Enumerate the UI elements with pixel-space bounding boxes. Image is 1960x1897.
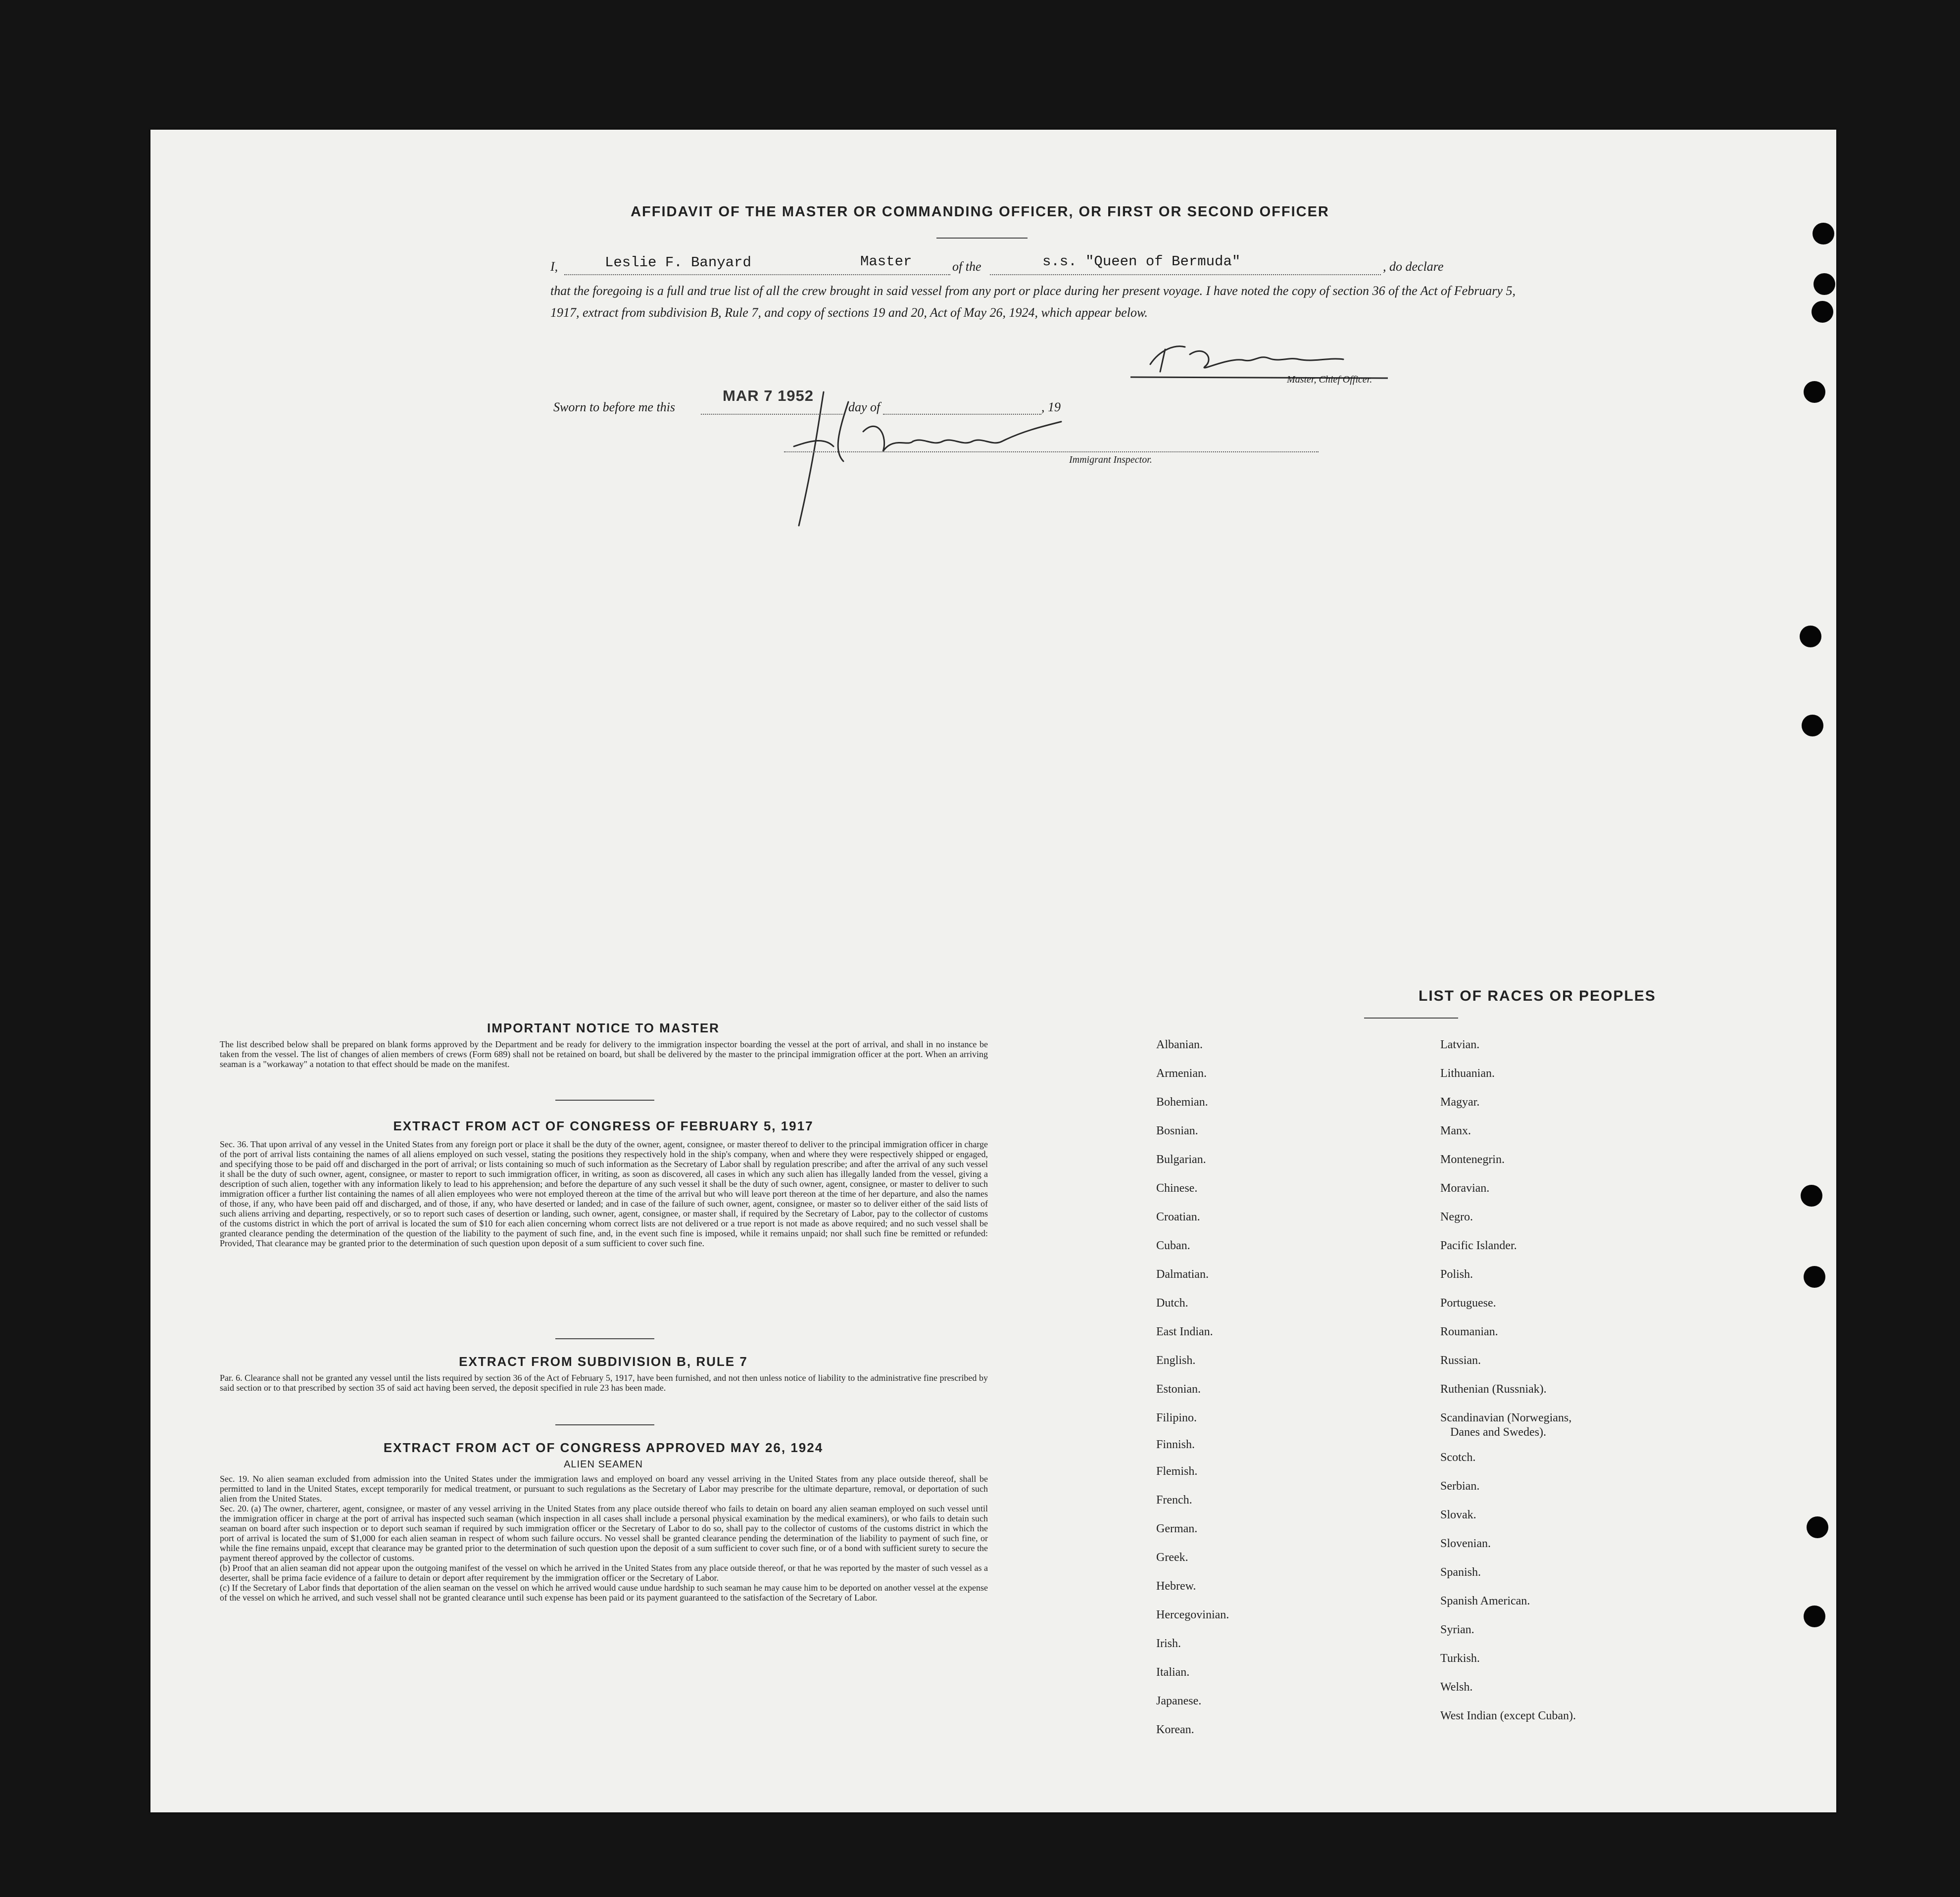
race-item: Scandinavian (Norwegians, — [1440, 1411, 1572, 1424]
sworn-label: Sworn to before me this — [553, 400, 676, 414]
race-item: Croatian. — [1156, 1211, 1200, 1223]
punch-hole — [1804, 381, 1825, 403]
rank-field[interactable]: Master — [860, 253, 912, 270]
race-item: Japanese. — [1156, 1695, 1202, 1707]
notice-text: The list described below shall be prepared on blank forms approved by the Department and be ready for delivery to the immigration inspector boarding the vessel at the port of arrival, and shall in no instance be taken from the vessel. The list of changes of alien members of crews (Form 689) shall not be retained on board, but shall be delivered by the master to the principal immigration officer at the port. When an arriving seaman is a "workaway" a notation to that effect should be made on the manifest. — [220, 1039, 988, 1069]
races-divider — [1364, 1018, 1458, 1019]
race-item: Chinese. — [1156, 1182, 1198, 1195]
race-item: Hercegovinian. — [1156, 1608, 1229, 1621]
notice-heading: IMPORTANT NOTICE TO MASTER — [487, 1021, 720, 1035]
race-item: Armenian. — [1156, 1067, 1207, 1080]
race-item: Portuguese. — [1440, 1297, 1496, 1310]
day-of-label: day of — [848, 400, 881, 414]
race-item: East Indian. — [1156, 1325, 1213, 1338]
race-item: Montenegrin. — [1440, 1153, 1505, 1166]
declaration-body: that the foregoing is a full and true list of all the crew brought in said vessel from any port or place during her present voyage. I have noted the copy of section 36 of the Act of February 5, 1917, extract from subdivision B, Rule 7, and copy of sections 19 and 20, Act of May 26, 1924, which appear below. — [550, 284, 1516, 320]
race-item: Spanish American. — [1440, 1595, 1530, 1607]
rule7-heading: EXTRACT FROM SUBDIVISION B, RULE 7 — [459, 1354, 748, 1369]
punch-hole — [1813, 273, 1835, 295]
race-item: Korean. — [1156, 1723, 1194, 1736]
race-item: Scotch. — [1440, 1451, 1476, 1464]
master-signature-caption: Master, Chief Officer. — [1287, 374, 1372, 385]
race-item: Magyar. — [1440, 1096, 1480, 1109]
race-item: Filipino. — [1156, 1411, 1197, 1424]
affidavit-title: AFFIDAVIT OF THE MASTER OR COMMANDING OFFICER, OR FIRST OR SECOND OFFICER — [631, 204, 1329, 220]
rule7-text: Par. 6. Clearance shall not be granted any vessel until the lists required by section 36 of the Act of February 5, 1917, have been furnished, and not then unless notice of liability to the administrative fine prescribed by said section or to that prescribed by section 35 of said act having been served, the deposit specified in rule 23 has been made. — [220, 1373, 988, 1393]
race-item: Dalmatian. — [1156, 1268, 1209, 1281]
section-20b-text: (b) Proof that an alien seaman did not appear upon the outgoing manifest of the vessel on which he arrived in the United States from any place outside thereof, or that he was reported by the master of such vessel as a deserter, shall be prima facie evidence of a failure to detain or deport after requirement by the immigration officer or the Secretary of Labor. — [220, 1563, 988, 1583]
section-20c-text: (c) If the Secretary of Labor finds that deportation of the alien seaman on the vessel on which he arrived would cause undue hardship to such seaman he may cause him to be deported on another vessel at the expense of the vessel on which he arrived, and such vessel shall not be granted clearance until such expense has been paid or its payment guaranteed to the satisfaction of the Secretary of Labor. — [220, 1583, 988, 1603]
punch-hole — [1802, 715, 1823, 736]
race-item: Finnish. — [1156, 1438, 1195, 1451]
race-item: Italian. — [1156, 1666, 1190, 1679]
race-item: Syrian. — [1440, 1623, 1474, 1636]
race-item: Polish. — [1440, 1268, 1473, 1281]
section-20a-text: Sec. 20. (a) The owner, charterer, agent, consignee, or master of any vessel arriving in the United States from any place outside thereof who fails to detain on board any alien seaman employed on such vessel until the immigration officer in charge at the port of arrival has inspected such seaman (which inspection in all cases shall include a personal physical examination by the medical examiners), or who fails to detain such seaman on board after such inspection or to deport such seaman if required by such immigration officer or the Secretary of Labor to do so, shall pay to the collector of customs of the customs district in which the port of arrival is located the sum of $1,000 for each alien seaman in respect of whom such failure occurs. No vessel shall be granted clearance pending the determination of the liability to payment of such fine, or while the fine remains unpaid, except that clearance may be granted prior to the determination of such question upon the deposit of a sum sufficient to cover such fine, or of a bond with sufficient surety to secure the payment thereof approved by the collector of customs. — [220, 1504, 988, 1563]
race-item: Flemish. — [1156, 1465, 1198, 1478]
races-left-column — [1156, 1030, 1404, 1744]
race-item: Latvian. — [1440, 1038, 1480, 1051]
punch-hole — [1813, 223, 1834, 244]
race-item: Albanian. — [1156, 1038, 1203, 1051]
race-item: Manx. — [1440, 1124, 1471, 1137]
race-item: West Indian (except Cuban). — [1440, 1709, 1576, 1722]
races-heading: LIST OF RACES OR PEOPLES — [1419, 988, 1656, 1004]
race-item: Danes and Swedes). — [1450, 1426, 1546, 1439]
extract-1917-heading: EXTRACT FROM ACT OF CONGRESS OF FEBRUARY 5, 1917 — [393, 1119, 814, 1133]
declare-suffix: , do declare — [1383, 259, 1444, 274]
race-item: Irish. — [1156, 1637, 1181, 1650]
section-19-text: Sec. 19. No alien seaman excluded from admission into the United States under the immigration laws and employed on board any vessel arriving in the United States from any place outside thereof, shall be permitted to land in the United States, except temporarily for medical treatment, or pursuant to such regulations as the Secretary of Labor may prescribe for the ultimate departure, removal, or deportation of such alien from the United States. — [220, 1474, 988, 1504]
race-item: Pacific Islander. — [1440, 1239, 1517, 1252]
extract-1917-text: Sec. 36. That upon arrival of any vessel in the United States from any foreign port or place it shall be the duty of the owner, agent, consignee, or master thereof to deliver to the principal immigration officer in charge of the port of arrival lists containing the names of all aliens employed on such vessel, stating the positions they respectively hold in the ship's company, when and where they were respectively shipped or engaged, and specifying those to be paid off and discharged in the port of arrival; or lists containing so much of such information as the Secretary of Labor shall by regulation prescribe; and after the arrival of any such vessel it shall be the duty of such owner, agent, consignee, or master to report to such immigration officer, in writing, as soon as discovered, all cases in which any such alien has illegally landed from the vessel, giving a description of such alien, together with any information likely to lead to his apprehension; and before the departure of any such vessel it shall be the duty of such owner, agent, consignee, or master to deliver to such immigration officer a further list containing the names of all alien employees who were not employed thereon at the time of the arrival but who will leave port thereon at the time of her departure, and also the names of those, if any, who have been paid off and discharged, and of those, if any, who have deserted or landed; and in case of the failure of such owner, agent, consignee, or master so to deliver either of the said lists of such aliens arriving and departing, respectively, or so to report such cases of desertion or landing, such owner, agent, consignee, or master shall, if required by the Secretary of Labor, pay to the collector of customs of the customs district in which the port of arrival is located the sum of $10 for each alien concerning whom correct lists are not delivered or a true report is not made as above required; and no such vessel shall be granted clearance pending the determination of the question of the liability to the payment of such fine, and, in the event such fine is imposed, while it remains unpaid; nor shall such fine be remitted or refunded: Provided, That clearance may be granted prior to the determination of such question upon deposit of a sum sufficient to cover such fine. — [220, 1139, 988, 1248]
extract-1924-heading: EXTRACT FROM ACT OF CONGRESS APPROVED MAY 26, 1924 — [383, 1440, 824, 1455]
title-divider — [936, 238, 1028, 239]
race-item: Roumanian. — [1440, 1325, 1498, 1338]
race-item: Negro. — [1440, 1211, 1473, 1223]
race-item: Moravian. — [1440, 1182, 1490, 1195]
vessel-name-field[interactable]: s.s. "Queen of Bermuda" — [1042, 253, 1241, 270]
race-item: Welsh. — [1440, 1681, 1473, 1694]
race-item: Greek. — [1156, 1551, 1188, 1564]
name-field-line — [564, 274, 950, 275]
rule7-divider — [555, 1424, 654, 1425]
year-label: , 19 — [1041, 400, 1061, 414]
race-item: Ruthenian (Russniak). — [1440, 1383, 1547, 1396]
race-item: Bosnian. — [1156, 1124, 1198, 1137]
race-item: Dutch. — [1156, 1297, 1188, 1310]
race-item: Bulgarian. — [1156, 1153, 1206, 1166]
race-item: English. — [1156, 1354, 1196, 1367]
race-item: Estonian. — [1156, 1383, 1201, 1396]
punch-hole — [1800, 626, 1821, 647]
date-stamp: MAR 7 1952 — [723, 387, 814, 404]
punch-hole — [1807, 1516, 1828, 1538]
race-item: German. — [1156, 1522, 1198, 1535]
race-item: Lithuanian. — [1440, 1067, 1495, 1080]
race-item: Hebrew. — [1156, 1580, 1196, 1593]
extract-1917-divider — [555, 1338, 654, 1339]
punch-hole — [1804, 1266, 1825, 1288]
punch-hole — [1801, 1185, 1822, 1207]
extract-1924-body — [220, 1474, 988, 1603]
race-item: French. — [1156, 1494, 1192, 1507]
inspector-caption: Immigrant Inspector. — [1069, 454, 1152, 465]
inspector-line — [784, 451, 1319, 452]
race-item: Turkish. — [1440, 1652, 1480, 1665]
of-the-label: of the — [952, 259, 981, 274]
race-item: Russian. — [1440, 1354, 1481, 1367]
race-item: Slovenian. — [1440, 1537, 1491, 1550]
declaration-prefix: I, — [550, 259, 558, 274]
races-right-column — [1440, 1030, 1737, 1730]
notice-divider — [555, 1100, 654, 1101]
alien-seamen-subheading: ALIEN SEAMEN — [564, 1459, 643, 1470]
punch-hole — [1804, 1605, 1825, 1627]
master-name-field[interactable]: Leslie F. Banyard — [605, 254, 751, 271]
race-item: Bohemian. — [1156, 1096, 1208, 1109]
punch-hole — [1812, 301, 1833, 323]
race-item: Cuban. — [1156, 1239, 1190, 1252]
document-page — [150, 130, 1836, 1812]
race-item: Spanish. — [1440, 1566, 1481, 1579]
race-item: Slovak. — [1440, 1508, 1476, 1521]
vessel-field-line — [990, 274, 1381, 275]
race-item: Serbian. — [1440, 1480, 1480, 1493]
